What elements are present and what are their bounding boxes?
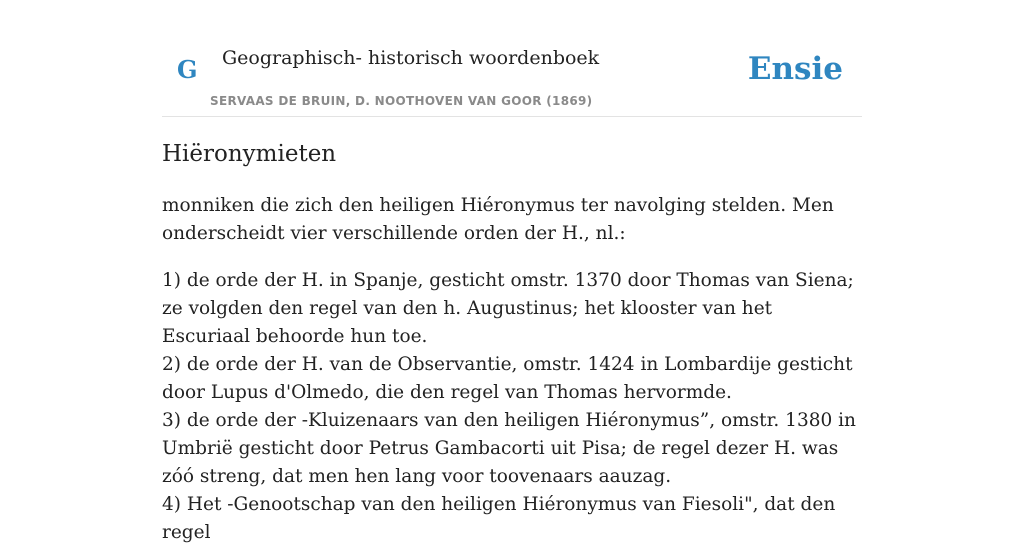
entry-item: 2) de orde der H. van de Observantie, omstr. 1424 in Lombardije gesticht door Lupus d'Olmedo, die den regel van Thomas hervormde. — [162, 354, 853, 403]
entry-list — [162, 267, 862, 547]
entry-intro: monniken die zich den heiligen Hiéronymus ter navolging stelden. Men onderscheidt vier verschillende orden der H., nl.: — [162, 195, 834, 244]
brand-logo-link[interactable]: Ensie — [747, 51, 843, 87]
book-title[interactable]: Geographisch- historisch woordenboek — [222, 47, 600, 69]
entry-item: 4) Het -Genootschap van den heiligen Hiéronymus van Fiesoli", dat den regel — [162, 494, 836, 543]
book-author: SERVAAS DE BRUIN, D. NOOTHOVEN VAN GOOR (1869) — [210, 94, 593, 108]
entry-content — [162, 138, 862, 547]
entry-item: 1) de orde der H. in Spanje, gesticht omstr. 1370 door Thomas van Siena; ze volgden den regel van den h. Augustinus; het klooster van het Escuriaal behoorde hun toe. — [162, 270, 854, 347]
entry-title: Hiëronymieten — [162, 141, 337, 167]
book-logo-letter[interactable]: G — [177, 55, 198, 84]
entry-item: 3) de orde der -Kluizenaars van den heiligen Hiéronymus”, omstr. 1380 in Umbrië gesticht door Petrus Gambacorti uit Pisa; de regel dezer H. was zóó streng, dat men hen lang voor toovenaars aauzag. — [162, 410, 856, 487]
header — [162, 0, 862, 117]
